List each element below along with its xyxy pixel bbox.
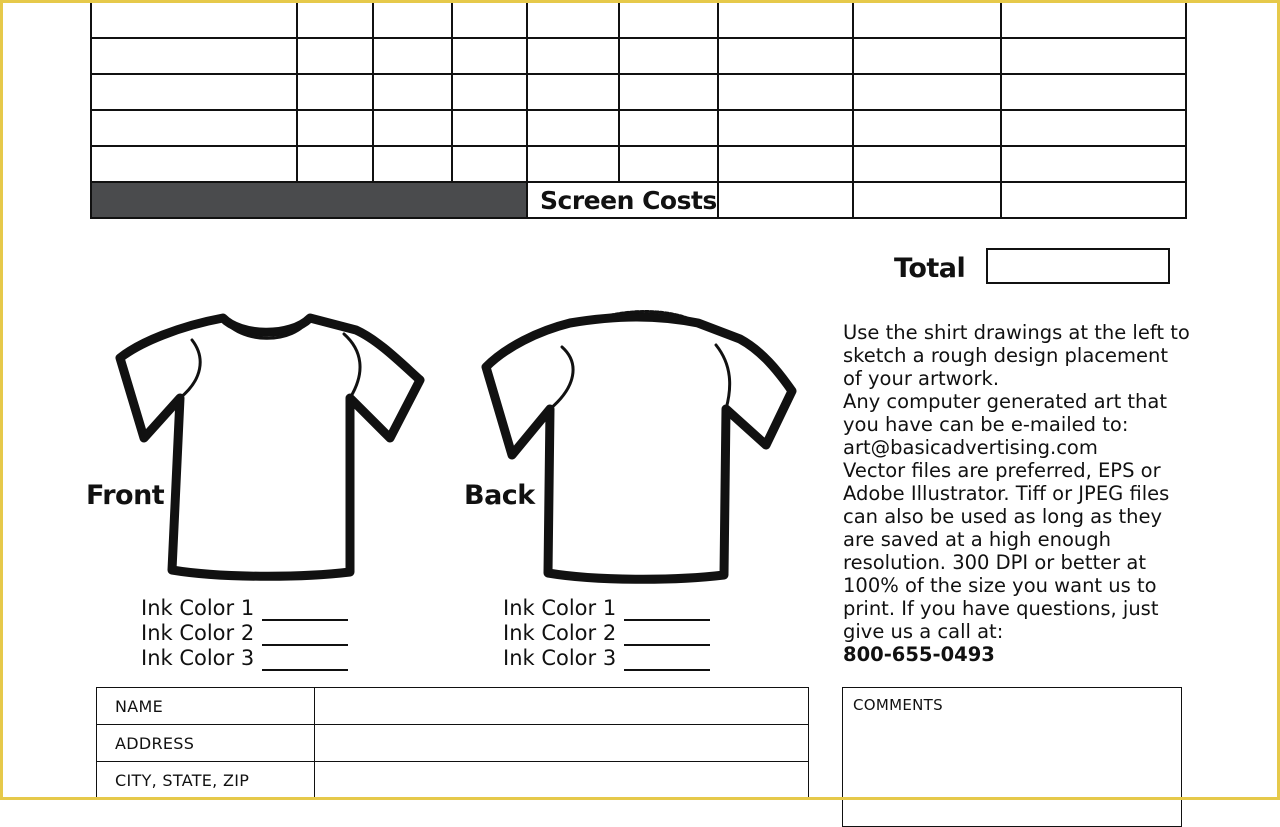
grid-cell[interactable] — [619, 74, 718, 110]
order-row — [91, 74, 1186, 110]
grid-cell[interactable] — [91, 38, 297, 74]
grid-cell[interactable] — [619, 110, 718, 146]
grid-cell[interactable] — [1001, 0, 1186, 38]
grid-cell[interactable] — [853, 110, 1001, 146]
front-label: Front — [86, 480, 165, 511]
back-shirt-drawing — [478, 305, 798, 585]
ink-color-row — [141, 621, 348, 646]
email-link[interactable]: art@basicadvertising.com — [843, 436, 1098, 459]
screen-costs-label: Screen Costs — [527, 182, 718, 218]
grid-cell[interactable] — [1001, 38, 1186, 74]
ink-color-field[interactable] — [262, 626, 348, 646]
grid-cell[interactable] — [853, 0, 1001, 38]
ink-color-label: Ink Color 3 — [141, 646, 255, 670]
contact-row — [97, 688, 809, 725]
name-field[interactable] — [315, 688, 809, 725]
screen-costs-row — [91, 182, 1186, 218]
city-state-zip-label: CITY, STATE, ZIP — [97, 762, 315, 799]
phone-number: 800-655-0493 — [843, 643, 995, 666]
instruction-line: Vector files are preferred, EPS or — [843, 459, 1161, 482]
screen-cost-cell[interactable] — [718, 182, 853, 218]
instruction-line: can also be used as long as they — [843, 505, 1162, 528]
contact-table — [96, 687, 809, 799]
ink-color-field[interactable] — [262, 651, 348, 671]
grid-cell[interactable] — [718, 110, 853, 146]
grid-cell[interactable] — [452, 0, 527, 38]
grid-cell[interactable] — [452, 110, 527, 146]
grid-cell[interactable] — [1001, 110, 1186, 146]
ink-color-field[interactable] — [624, 626, 710, 646]
grid-cell[interactable] — [373, 110, 452, 146]
ink-color-row — [503, 646, 710, 671]
ink-color-field[interactable] — [262, 601, 348, 621]
instruction-line: give us a call at: — [843, 620, 1004, 643]
grid-cell[interactable] — [373, 146, 452, 182]
grid-cell[interactable] — [373, 0, 452, 38]
grid-cell[interactable] — [91, 146, 297, 182]
ink-color-field[interactable] — [624, 601, 710, 621]
artwork-instructions — [843, 321, 1243, 666]
grid-cell[interactable] — [619, 146, 718, 182]
grid-cell[interactable] — [527, 38, 619, 74]
ink-color-row — [141, 646, 348, 671]
screen-cost-cell[interactable] — [853, 182, 1001, 218]
grid-cell[interactable] — [619, 38, 718, 74]
grid-cell[interactable] — [91, 110, 297, 146]
front-shirt-drawing — [110, 310, 430, 582]
comments-field[interactable] — [842, 687, 1182, 827]
comments-label: COMMENTS — [853, 696, 943, 714]
grid-cell[interactable] — [91, 0, 297, 38]
order-row — [91, 110, 1186, 146]
grid-cell[interactable] — [91, 74, 297, 110]
ink-color-label: Ink Color 2 — [503, 621, 617, 645]
grid-cell[interactable] — [527, 110, 619, 146]
grid-cell[interactable] — [853, 146, 1001, 182]
address-label: ADDRESS — [97, 725, 315, 762]
total-label: Total — [894, 253, 966, 284]
grid-cell[interactable] — [527, 0, 619, 38]
ink-color-label: Ink Color 2 — [141, 621, 255, 645]
grid-cell[interactable] — [297, 74, 373, 110]
ink-color-row — [503, 596, 710, 621]
grid-cell[interactable] — [452, 146, 527, 182]
ink-color-label: Ink Color 1 — [141, 596, 255, 620]
back-label: Back — [464, 480, 535, 511]
ink-color-row — [503, 621, 710, 646]
grid-cell[interactable] — [297, 146, 373, 182]
grid-cell[interactable] — [853, 74, 1001, 110]
contact-row — [97, 762, 809, 799]
screen-cost-cell[interactable] — [1001, 182, 1186, 218]
grid-cell[interactable] — [619, 0, 718, 38]
back-ink-colors — [503, 596, 710, 671]
grid-cell[interactable] — [373, 74, 452, 110]
grid-cell[interactable] — [718, 74, 853, 110]
instruction-line: resolution. 300 DPI or better at — [843, 551, 1146, 574]
instruction-line: you have can be e-mailed to: — [843, 413, 1129, 436]
grid-cell[interactable] — [452, 38, 527, 74]
shaded-cell — [91, 182, 527, 218]
grid-cell[interactable] — [373, 38, 452, 74]
instruction-line: Any computer generated art that — [843, 390, 1168, 413]
grid-cell[interactable] — [718, 38, 853, 74]
name-label: NAME — [97, 688, 315, 725]
contact-row — [97, 725, 809, 762]
address-field[interactable] — [315, 725, 809, 762]
instruction-line: Use the shirt drawings at the left to — [843, 321, 1190, 344]
grid-cell[interactable] — [1001, 74, 1186, 110]
grid-cell[interactable] — [297, 38, 373, 74]
ink-color-row — [141, 596, 348, 621]
grid-cell[interactable] — [527, 74, 619, 110]
instruction-line: sketch a rough design placement — [843, 344, 1168, 367]
instruction-line: of your artwork. — [843, 367, 1000, 390]
order-grid — [90, 0, 1187, 219]
grid-cell[interactable] — [297, 0, 373, 38]
grid-cell[interactable] — [527, 146, 619, 182]
grid-cell[interactable] — [718, 0, 853, 38]
total-field[interactable] — [986, 248, 1170, 284]
front-ink-colors — [141, 596, 348, 671]
grid-cell[interactable] — [452, 74, 527, 110]
ink-color-label: Ink Color 3 — [503, 646, 617, 670]
order-row — [91, 146, 1186, 182]
order-row — [91, 0, 1186, 38]
order-row — [91, 38, 1186, 74]
instruction-line: are saved at a high enough — [843, 528, 1111, 551]
grid-cell[interactable] — [718, 146, 853, 182]
instruction-line: Adobe Illustrator. Tiff or JPEG files — [843, 482, 1170, 505]
city-state-zip-field[interactable] — [315, 762, 809, 799]
grid-cell[interactable] — [1001, 146, 1186, 182]
instruction-line: 100% of the size you want us to — [843, 574, 1157, 597]
grid-cell[interactable] — [853, 38, 1001, 74]
grid-cell[interactable] — [297, 110, 373, 146]
instruction-line: print. If you have questions, just — [843, 597, 1159, 620]
ink-color-field[interactable] — [624, 651, 710, 671]
ink-color-label: Ink Color 1 — [503, 596, 617, 620]
